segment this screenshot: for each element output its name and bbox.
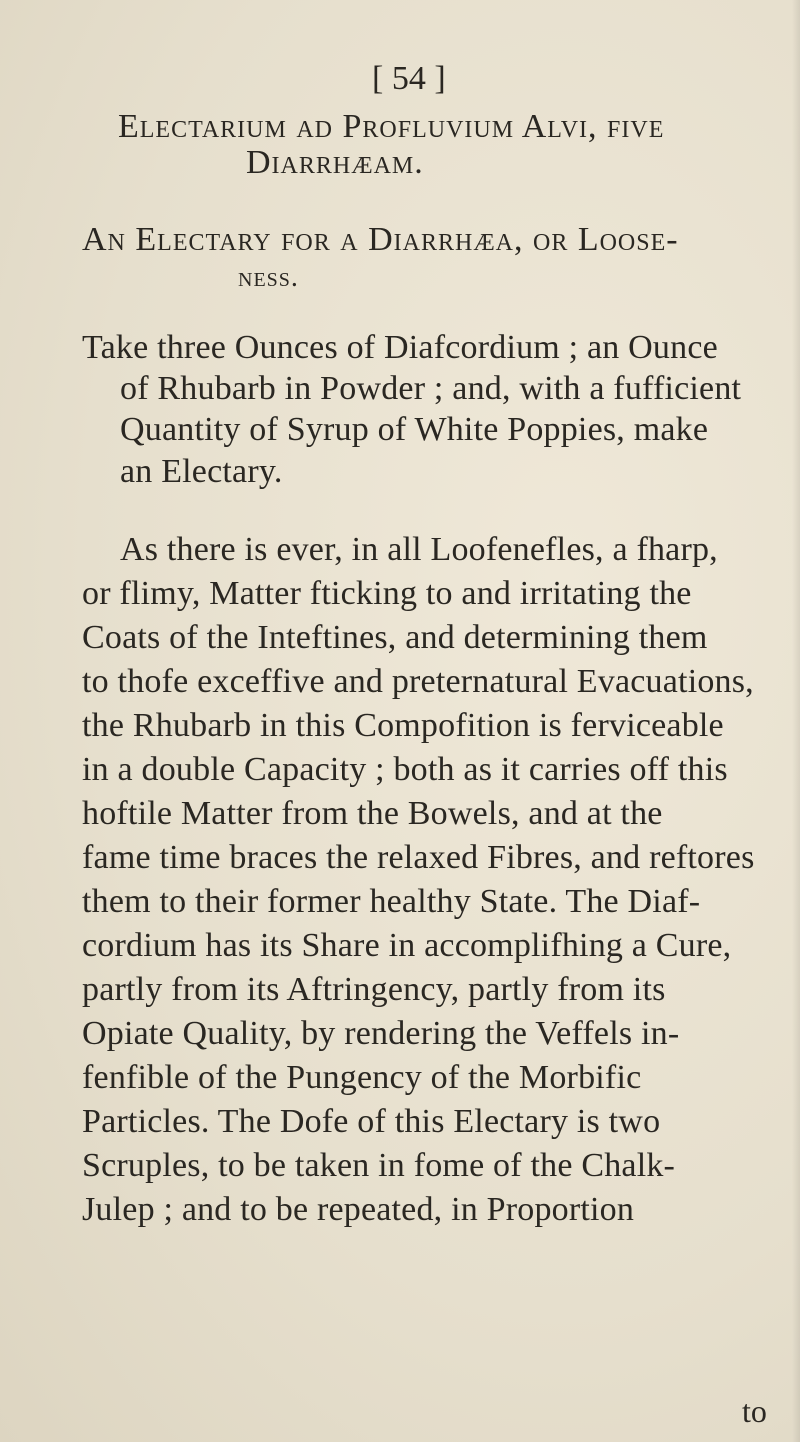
body-line: them to their former healthy State. The Diaf- — [82, 883, 701, 920]
recipe-line: of Rhubarb in Powder ; and, with a fufficient — [120, 370, 742, 407]
body-line: Scruples, to be taken in fome of the Chalk- — [82, 1147, 676, 1184]
body-line: or flimy, Matter fticking to and irritating the — [82, 575, 692, 612]
body-line: cordium has its Share in accomplifhing a Cure, — [82, 927, 732, 964]
body-line: to thofe exceffive and preternatural Evacuations, — [82, 663, 754, 700]
body-line: partly from its Aftringency, partly from its — [82, 971, 666, 1008]
body-line: the Rhubarb in this Compofition is ferviceable — [82, 707, 724, 744]
body-line: Julep ; and to be repeated, in Proportion — [82, 1191, 635, 1228]
body-line: fenfible of the Pungency of the Morbific — [82, 1059, 642, 1096]
subtitle-line-1: An Electary for a Diarrhæa, or Loose- — [82, 221, 679, 258]
catchword: to — [742, 1393, 767, 1429]
recipe-line: Take three Ounces of Diafcordium ; an Ounce — [82, 329, 718, 366]
page-number: [ 54 ] — [372, 60, 446, 97]
recipe-line: an Electary. — [120, 453, 283, 490]
body-line: As there is ever, in all Loofenefles, a fharp, — [120, 531, 718, 568]
body-line: in a double Capacity ; both as it carries off this — [82, 751, 728, 788]
subtitle-line-2: ness. — [238, 262, 299, 293]
recipe-line: Quantity of Syrup of White Poppies, make — [120, 411, 709, 448]
title-line-2: Diarrhæam. — [246, 144, 424, 181]
body-line: hoftile Matter from the Bowels, and at the — [82, 795, 663, 832]
body-line: Opiate Quality, by rendering the Veffels in- — [82, 1015, 680, 1052]
body-line: fame time braces the relaxed Fibres, and reftores — [82, 839, 755, 876]
body-line: Coats of the Inteftines, and determining them — [82, 619, 708, 656]
title-line-1: Electarium ad Profluvium Alvi, five — [118, 108, 665, 145]
page-edge-shadow — [792, 0, 800, 1442]
body-line: Particles. The Dofe of this Electary is two — [82, 1103, 661, 1140]
